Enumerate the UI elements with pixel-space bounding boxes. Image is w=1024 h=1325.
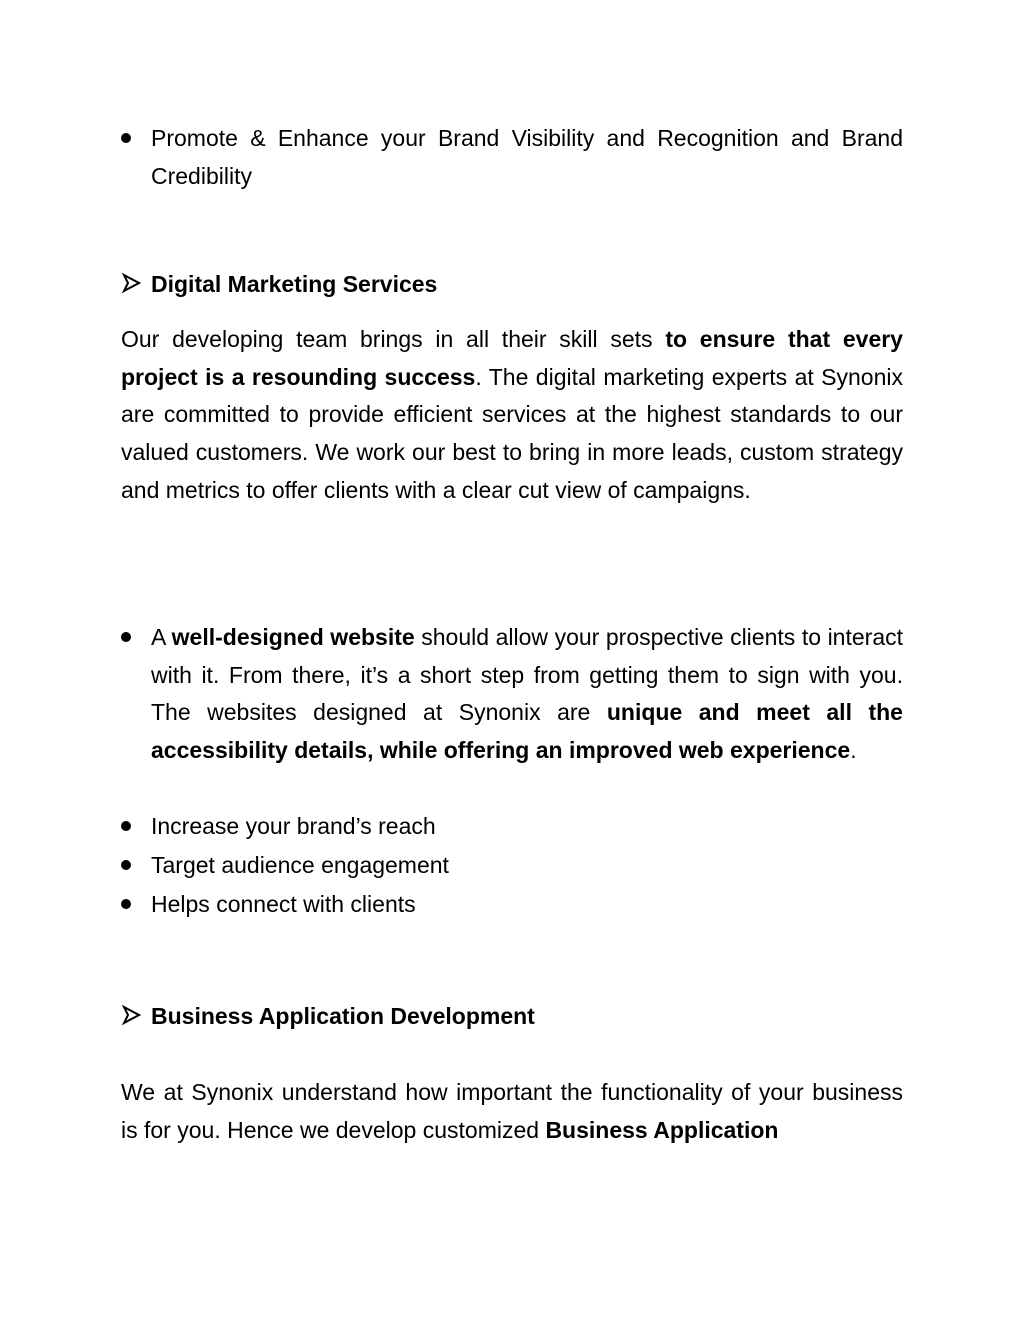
- paragraph-text: Our developing team brings in all their skill sets: [121, 326, 666, 352]
- bullet-icon: [121, 133, 131, 143]
- bullet-icon: [121, 860, 131, 870]
- list-item: [121, 886, 903, 924]
- paragraph-text: We at Synonix understand how important the functionality of your business is for you. Hence we develop customized: [121, 1079, 903, 1143]
- list-item-text: Target audience engagement: [151, 852, 449, 878]
- text-run: A: [151, 624, 172, 650]
- text-run: .: [850, 737, 857, 764]
- heading-text: Digital Marketing Services: [151, 271, 438, 297]
- bullet-icon: [121, 821, 131, 831]
- paragraph-bold-text: Business Application: [545, 1116, 779, 1143]
- section-heading-business-application: [121, 998, 903, 1036]
- list-item-text: Promote & Enhance your Brand Visibility and Recognition and Brand Credibility: [151, 125, 903, 189]
- arrow-bullet-icon: [121, 1005, 141, 1025]
- list-item-text: [151, 619, 903, 770]
- paragraph-digital-marketing: [121, 321, 903, 510]
- list-item: [121, 847, 903, 885]
- paragraph-text: . The digital marketing experts at Synonix are committed to provide efficient services at the highest standards to our valued customers. We work our best to bring in more leads, custom strategy and metrics to offer clients with a clear cut view of campaigns.: [121, 363, 903, 503]
- bold-text-run: well-designed website: [171, 624, 415, 650]
- arrow-bullet-icon: [121, 273, 141, 293]
- list-item-text: Helps connect with clients: [151, 891, 416, 917]
- section-heading-digital-marketing: [121, 266, 903, 304]
- text-run: should allow your prospective clients to interact with it. From there, it’s a short step from getting them to sign with you. The websites designed at Synonix are: [151, 624, 904, 726]
- heading-text: Business Application Development: [151, 1003, 535, 1029]
- paragraph-business-application: [121, 1074, 903, 1149]
- paragraph-bold-text: to ensure that every project is a resounding success: [121, 326, 903, 390]
- bullet-icon: [121, 632, 131, 642]
- list-item-well-designed-website: [121, 619, 903, 770]
- list-item: [121, 808, 903, 846]
- bold-text-run: unique and meet all the accessibility details, while offering an improved web experience: [151, 699, 903, 764]
- list-item-brand-visibility: [121, 120, 903, 195]
- bullet-icon: [121, 899, 131, 909]
- list-item-text: Increase your brand’s reach: [151, 813, 436, 839]
